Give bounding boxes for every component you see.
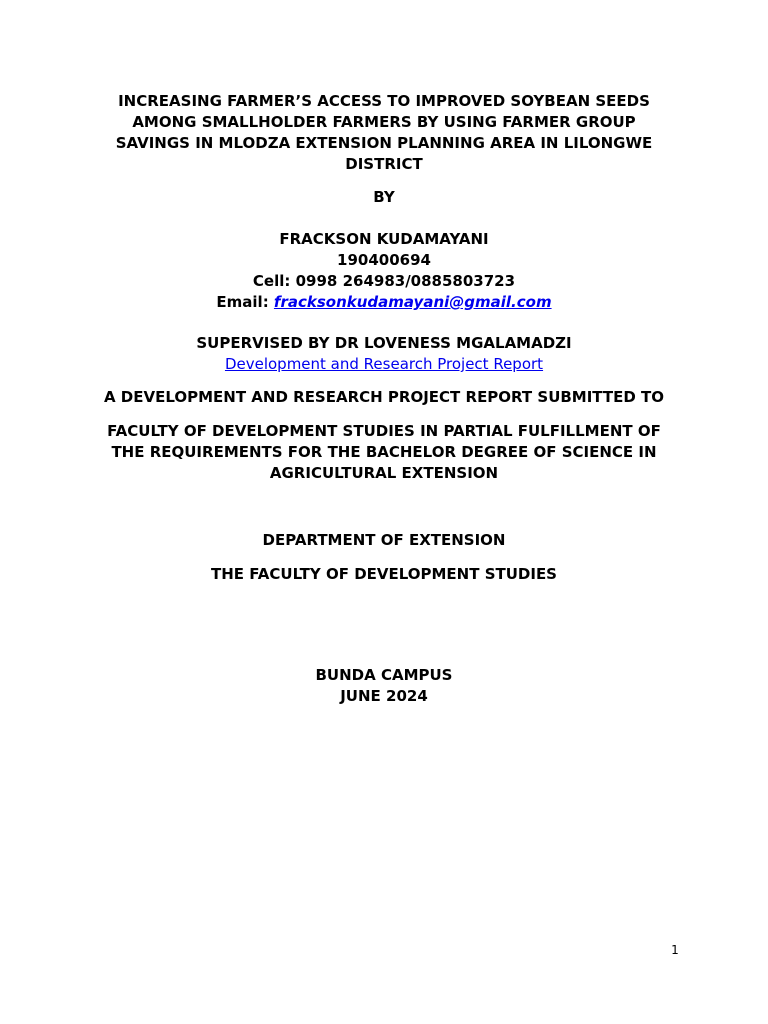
fulfillment-line: AGRICULTURAL EXTENSION (269, 464, 499, 482)
fulfillment-line: THE REQUIREMENTS FOR THE BACHELOR DEGREE OF SCIENCE IN (111, 443, 657, 461)
department-name: DEPARTMENT OF EXTENSION (262, 531, 506, 549)
title-line: DISTRICT (345, 155, 423, 173)
campus-block (70, 665, 698, 707)
report-date: JUNE 2024 (340, 687, 428, 705)
email-label: Email: (216, 293, 274, 311)
faculty-name: THE FACULTY OF DEVELOPMENT STUDIES (211, 565, 557, 583)
submitted-statement: A DEVELOPMENT AND RESEARCH PROJECT REPORT SUBMITTED TO (103, 388, 665, 406)
fulfillment-statement (70, 421, 698, 484)
report-title (70, 91, 698, 175)
page-number: 1 (671, 943, 679, 957)
email-link[interactable]: fracksonkudamayani@gmail.com (273, 293, 552, 311)
title-line: SAVINGS IN MLODZA EXTENSION PLANNING AREA IN LILONGWE (115, 134, 653, 152)
author-block (70, 229, 698, 313)
student-id: 190400694 (337, 251, 431, 269)
campus-name: BUNDA CAMPUS (315, 666, 453, 684)
cell-number: Cell: 0998 264983/0885803723 (252, 272, 516, 290)
title-line: AMONG SMALLHOLDER FARMERS BY USING FARMER GROUP (132, 113, 636, 131)
title-line: INCREASING FARMER’S ACCESS TO IMPROVED SOYBEAN SEEDS (118, 92, 650, 110)
report-link[interactable]: Development and Research Project Report (224, 355, 544, 373)
fulfillment-line: FACULTY OF DEVELOPMENT STUDIES IN PARTIAL FULFILLMENT OF (107, 422, 661, 440)
report-link-line (70, 354, 698, 375)
author-name: FRACKSON KUDAMAYANI (279, 230, 489, 248)
by-label: BY (373, 188, 395, 206)
email-line (70, 292, 698, 313)
supervisor-line: SUPERVISED BY DR LOVENESS MGALAMADZI (196, 334, 572, 352)
